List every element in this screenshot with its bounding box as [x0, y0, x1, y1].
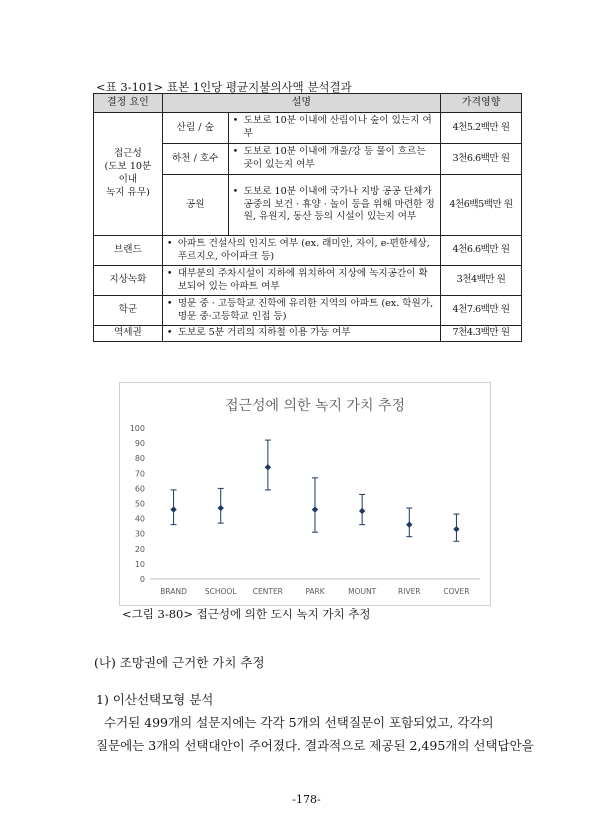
data-point-marker [265, 464, 271, 470]
y-tick-label: 50 [134, 499, 145, 509]
paragraph-line: 질문에는 3개의 선택대안이 주어졌다. 결과적으로 제공된 2,495개의 선택답안을 [96, 738, 534, 753]
bullet-icon: • [166, 327, 173, 339]
price-cell: 4천6백5백만 원 [441, 175, 522, 236]
x-tick-label: PARK [305, 587, 325, 596]
data-point-marker [406, 521, 412, 527]
subsection-heading: 1) 이산선택모형 분석 [96, 692, 214, 707]
bullet-icon: • [166, 297, 173, 309]
y-tick-label: 60 [134, 484, 145, 494]
x-tick-label: BRAND [160, 587, 187, 596]
y-tick-label: 10 [134, 559, 145, 569]
description-cell: • 도보로 10분 이내에 산림이나 숲이 있는지 여부 [228, 113, 440, 144]
table-row [94, 266, 522, 296]
y-tick-label: 80 [134, 454, 145, 464]
y-tick-label: 100 [129, 424, 145, 433]
table-row [94, 326, 522, 342]
table-caption: <표 3-101> 표본 1인당 평균지불의사액 분석결과 [96, 80, 352, 94]
y-tick-label: 30 [134, 529, 145, 539]
paragraph-line: 수거된 499개의 설문지에는 각각 5개의 선택질문이 포함되었고, 각각의 [96, 715, 494, 730]
y-tick-label: 70 [134, 469, 145, 479]
header-price: 가격영향 [441, 94, 522, 113]
y-tick-label: 0 [139, 575, 145, 584]
table-row [94, 113, 522, 144]
sub-factor: 산림 / 숲 [162, 113, 228, 144]
description-cell: • 도보로 10분 이내에 국가나 지방 공공 단체가 공중의 보건 · 휴양 · 놀이 등을 위해 마련한 정원, 유원지, 동산 등의 시설이 있는지 여부 [228, 175, 440, 236]
description-cell: • 명문 중 · 고등학교 진학에 유리한 지역의 아파트 (ex. 학원가, 명문 중·고등학교 인접 등) [162, 296, 440, 326]
x-tick-label: MOUNT [348, 587, 377, 596]
y-tick-label: 40 [134, 514, 145, 524]
x-tick-label: SCHOOL [204, 587, 237, 596]
data-point-marker [312, 506, 318, 512]
data-point-marker [170, 506, 176, 512]
y-tick-label: 20 [134, 544, 145, 554]
results-table [93, 93, 522, 342]
x-tick-label: RIVER [398, 587, 421, 596]
figure-caption: <그림 3-80> 접근성에 의한 도시 녹지 가치 추정 [122, 607, 371, 621]
sub-factor: 공원 [162, 175, 228, 236]
bullet-icon: • [166, 237, 173, 249]
body-paragraph [96, 711, 538, 757]
factor-accessibility: 접근성 (도보 10분 이내 녹지 유무) [94, 113, 163, 236]
price-cell: 3천6.6백만 원 [441, 144, 522, 175]
x-tick-label: CENTER [252, 587, 283, 596]
price-cell: 4천6.6백만 원 [441, 236, 522, 266]
error-bar-chart [120, 383, 490, 605]
factor-cell: 브랜드 [94, 236, 163, 266]
bullet-icon: • [232, 146, 239, 158]
bullet-icon: • [166, 267, 173, 279]
x-tick-label: COVER [443, 587, 470, 596]
description-cell: • 대부분의 주차시설이 지하에 위치하여 지상에 녹지공간이 확보되어 있는 아파트 여부 [162, 266, 440, 296]
factor-cell: 지상녹화 [94, 266, 163, 296]
chart-container [119, 382, 491, 606]
sub-factor: 하천 / 호수 [162, 144, 228, 175]
description-cell: • 도보로 10분 이내에 개울/강 등 물이 흐르는 곳이 있는지 여부 [228, 144, 440, 175]
y-tick-label: 90 [134, 439, 145, 449]
data-point-marker [218, 505, 224, 511]
header-description: 설명 [162, 94, 440, 113]
description-cell: • 아파트 건설사의 인지도 여부 (ex. 래미안, 자이, e-편한세상, 푸르지오, 아이파크 등) [162, 236, 440, 266]
price-cell: 3천4백만 원 [441, 266, 522, 296]
bullet-icon: • [232, 185, 239, 197]
table-row [94, 296, 522, 326]
data-point-marker [359, 508, 365, 514]
description-cell: • 도보로 5분 거리의 지하철 이용 가능 여부 [162, 326, 440, 342]
header-factor: 결정 요인 [94, 94, 163, 113]
page-number: -178- [292, 793, 321, 806]
bullet-icon: • [232, 115, 239, 127]
data-point-marker [453, 526, 459, 532]
factor-cell: 학군 [94, 296, 163, 326]
table-header-row [94, 94, 522, 113]
chart-title: 접근성에 의한 녹지 가치 추정 [224, 398, 406, 414]
price-cell: 4천5.2백만 원 [441, 113, 522, 144]
factor-cell: 역세권 [94, 326, 163, 342]
section-heading: (나) 조망권에 근거한 가치 추정 [94, 655, 265, 670]
price-cell: 4천7.6백만 원 [441, 296, 522, 326]
table-row [94, 236, 522, 266]
price-cell: 7천4.3백만 원 [441, 326, 522, 342]
